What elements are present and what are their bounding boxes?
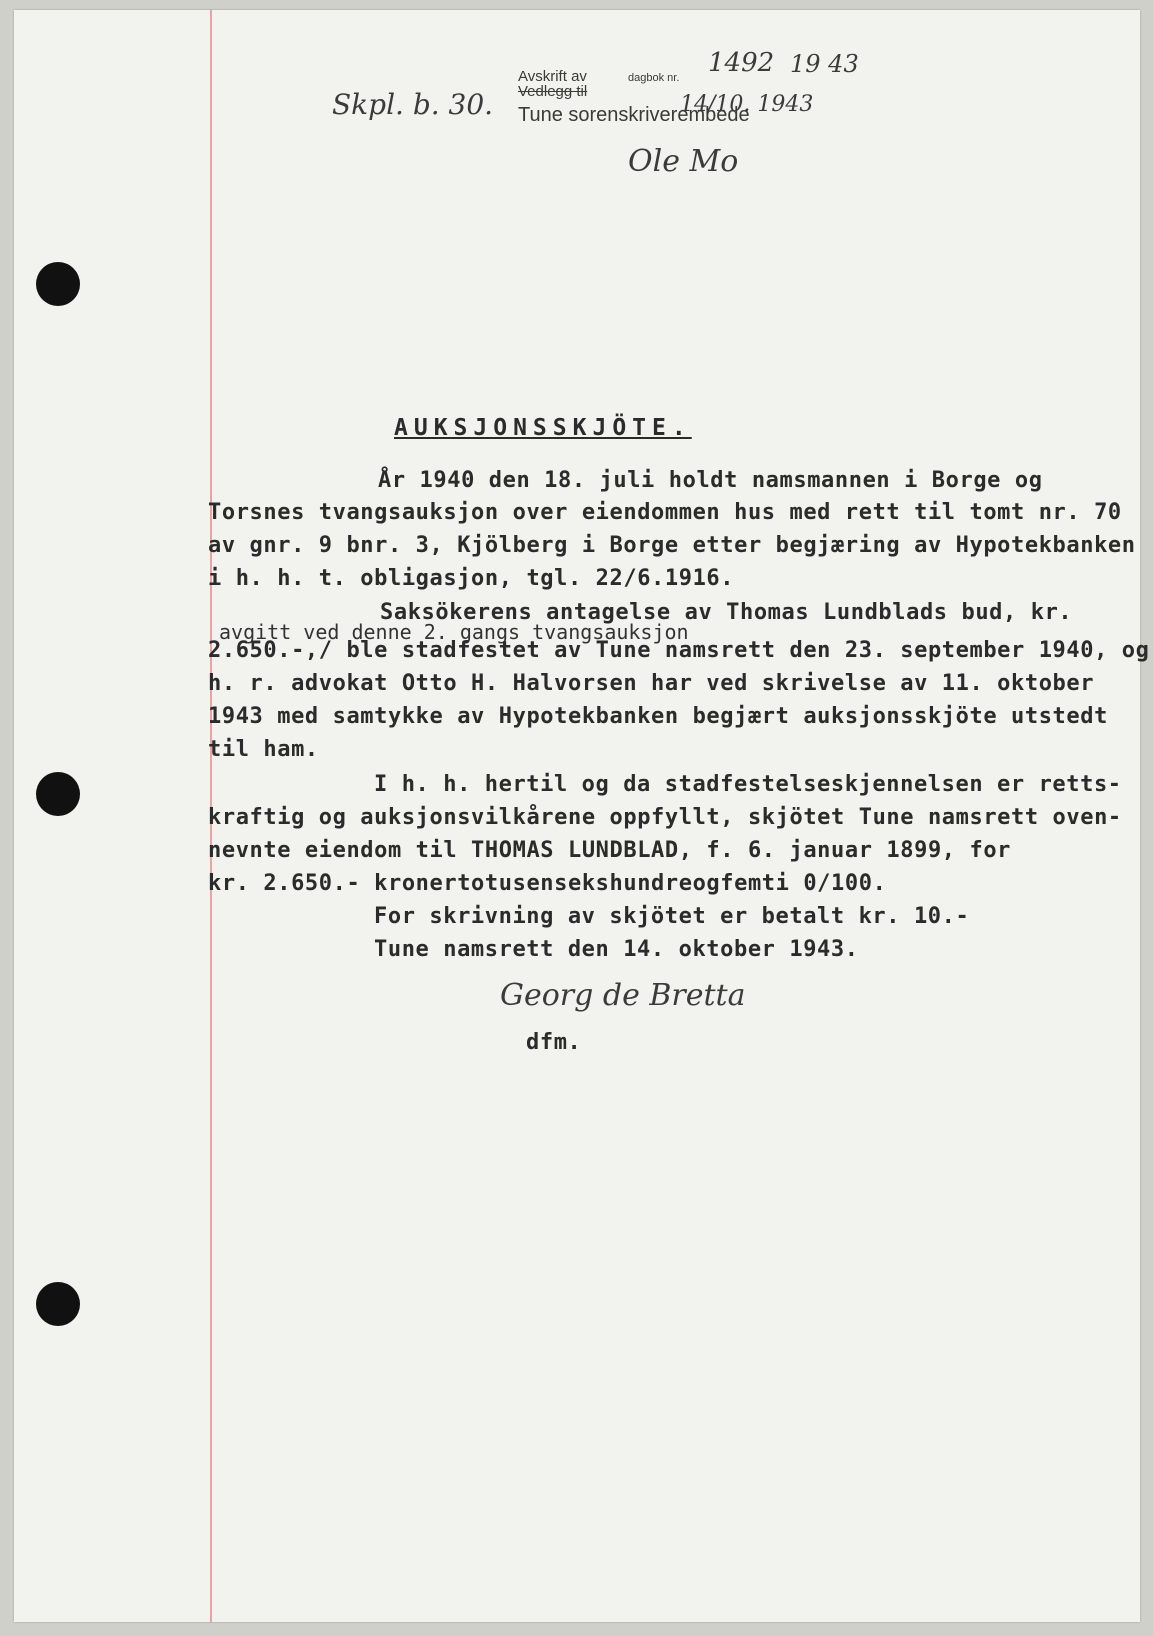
stamp-line1-dagbok: dagbok nr. — [628, 72, 680, 84]
text-line: kraftig og auksjonsvilkårene oppfyllt, skjötet Tune namsrett oven- — [208, 805, 1122, 830]
text-line: I h. h. hertil og da stadfestelseskjennelsen er retts- — [374, 772, 1122, 797]
handwritten-left-note: Skpl. b. 30. — [332, 88, 494, 121]
document-page — [14, 10, 1150, 1622]
punch-hole — [36, 772, 80, 816]
text-line: i h. h. t. obligasjon, tgl. 22/6.1916. — [208, 566, 735, 591]
signature: Georg de Bretta — [500, 978, 746, 1013]
handwritten-number: 1492 — [708, 48, 775, 78]
punch-hole — [36, 262, 80, 306]
stamp-office-name: Tune sorenskriverembede — [518, 104, 750, 126]
stamp-strikethrough: Vedlegg til — [518, 83, 588, 100]
text-line: kr. 2.650.- kronertotusensekshundreogfemti 0/100. — [208, 871, 887, 896]
handwritten-initials: Ole Mo — [628, 144, 739, 179]
punch-hole — [36, 1282, 80, 1326]
text-line: 1943 med samtykke av Hypotekbanken begjært auksjonsskjöte utstedt — [208, 704, 1108, 729]
text-line: 2.650.-,/ ble stadfestet av Tune namsrett den 23. september 1940, og — [208, 638, 1150, 663]
signature-title: dfm. — [526, 1030, 582, 1055]
stamp-line1: Avskrift av — [518, 68, 587, 85]
text-line: Tune namsrett den 14. oktober 1943. — [374, 937, 859, 962]
text-line: til ham. — [208, 737, 319, 762]
handwritten-date: 14/10. 1943 — [680, 92, 814, 117]
text-line: Saksökerens antagelse av Thomas Lundblads bud, kr. — [380, 600, 1073, 625]
text-line: h. r. advokat Otto H. Halvorsen har ved skrivelse av 11. oktober — [208, 671, 1095, 696]
text-line: År 1940 den 18. juli holdt namsmannen i Borge og — [378, 468, 1043, 493]
text-line: av gnr. 9 bnr. 3, Kjölberg i Borge etter begjæring av Hypotekbanken — [208, 533, 1136, 558]
typed-insertion: avgitt ved denne 2. gangs tvangsauksjon — [219, 620, 689, 644]
text-line: For skrivning av skjötet er betalt kr. 10.- — [374, 904, 970, 929]
document-title: AUKSJONSSKJÖTE. — [394, 415, 692, 441]
text-line: nevnte eiendom til THOMAS LUNDBLAD, f. 6. januar 1899, for — [208, 838, 1012, 863]
handwritten-year: 19 43 — [790, 50, 859, 78]
text-line: Torsnes tvangsauksjon over eiendommen hus med rett til tomt nr. 70 — [208, 500, 1122, 525]
